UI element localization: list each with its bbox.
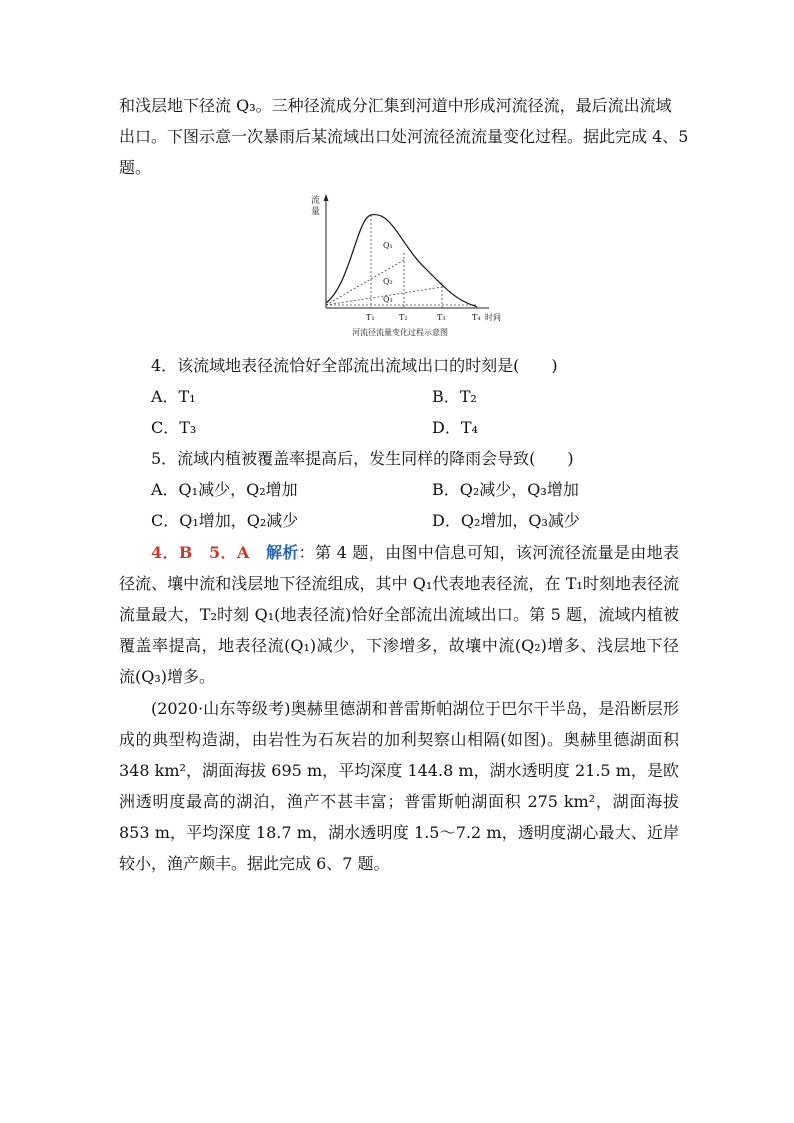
figure-ylabel-2: 量 [311,207,321,217]
figure-tick-t3: T₃ [437,313,446,322]
q5-option-a: A．Q₁减少，Q₂增加 [151,480,298,499]
analysis-label: 解析 [265,543,299,562]
q5-option-d: D．Q₂增加，Q₃减少 [432,511,580,530]
intro-line-1: 和浅层地下径流 Q₃。三种径流成分汇集到河道中形成河流径流，最后流出流域 [119,96,672,115]
analysis-text: ：第 4 题，由图中信息可知，该河流径流量是由地表径流、壤中流和浅层地下径流组成，其中 Q₁代表地表径流，在 T₁时刻地表径流流量最大，T₂时刻 Q₁(地表径流)恰好全部流出流域出口。第 5 题，流域内植被覆盖率提高，地表径流(Q₁)减少，下渗增多，故壤中流(Q₂)增多、浅层地下径流(Q₃)增多。 [119,543,679,686]
q5-option-c: C．Q₁增加，Q₂减少 [151,511,299,530]
figure-y-arrow [324,194,329,201]
q4-stem: 4．该流域地表径流恰好全部流出流域出口的时刻是( ) [151,356,558,375]
figure-ylabel-1: 流 [311,196,321,206]
figure-tick-t2: T₂ [399,313,408,322]
figure-region-q1: Q₁ [383,241,393,250]
q5-stem: 5．流域内植被覆盖率提高后，发生同样的降雨会导致( ) [151,449,574,468]
q4-option-d: D．T₄ [432,418,478,437]
intro-line-2: 出口。下图示意一次暴雨后某流域出口处河流径流流量变化过程。据此完成 4、5 [119,127,689,146]
figure-tick-t4: T₄ [472,313,481,322]
intro-line-3: 题。 [119,158,152,177]
figure-xlabel: 时间 [485,313,501,322]
figure-caption: 河流径流量变化过程示意图 [352,328,448,337]
runoff-hydrograph-figure [305,190,515,342]
figure-region-q3: Q₃ [383,295,393,304]
figure-tick-t1: T₁ [366,313,375,322]
analysis-paragraph [119,537,679,692]
q4-option-c: C．T₃ [151,418,197,437]
figure-region-q2: Q₂ [383,277,393,286]
answer-key: 4．B 5．A [151,543,266,562]
q4-option-a: A．T₁ [151,387,196,406]
q4-option-b: B．T₂ [432,387,477,406]
lake-passage: (2020·山东等级考)奥赫里德湖和普雷斯帕湖位于巴尔干半岛，是沿断层形成的典型构造湖，由岩性为石灰岩的加利契察山相隔(如图)。奥赫里德湖面积 348 km²，湖面海拔 695 m，平均深度 144.8 m，湖水透明度 21.5 m，是欧洲透明度最高的湖泊，渔产不甚丰富；普雷斯帕湖面积 275 km²，湖面海拔 853 m，平均深度 18.7 m，湖水透明度 1.5～7.2 m，透明度湖心最大、近岸较小，渔产颇丰。据此完成 6、7 题。 [119,699,679,873]
q5-option-b: B．Q₂减少，Q₃增加 [432,480,579,499]
